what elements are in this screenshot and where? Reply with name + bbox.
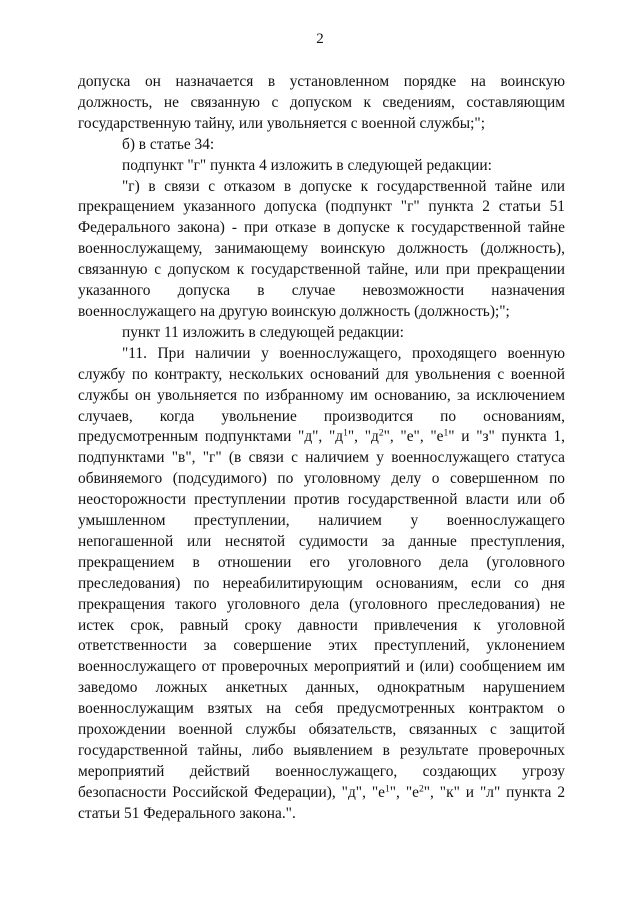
superscript: 1 bbox=[343, 427, 348, 439]
page-number: 2 bbox=[316, 31, 324, 47]
paragraph-continuation: допуска он назначается в установленном порядке на воинскую должность, не связанную с допуском к сведениям, составляющим государственную тайну, или увольняется с военной службы;"; bbox=[78, 73, 565, 132]
paragraph-g-text: "г) в связи с отказом в допуске к государственной тайне или прекращением указанного допуска (подпункт "г" пункта 2 статьи 51 Федерального закона) - при отказе в допуске к государственной тайне военнослужащему, занимающему воинскую должность (должность), связанную с допуском к государственной тайне, или при прекращении указанного допуска в случае невозможности назначения военнослужащего на другую воинскую должность (должность);"; bbox=[78, 177, 565, 320]
document-body bbox=[78, 72, 565, 825]
superscript: 1 bbox=[443, 427, 449, 439]
clause-11-segment-2: ", "д bbox=[347, 428, 379, 446]
clause-11-segment-5: ", "е bbox=[389, 783, 419, 801]
superscript: 2 bbox=[418, 783, 424, 795]
clause-11-segment-6: ", "к" и "л" пункта 2 статьи 51 Федерального закона.". bbox=[78, 783, 566, 822]
paragraph-clause-11-text bbox=[78, 344, 565, 825]
paragraph-clause-11-intro: пункт 11 изложить в следующей редакции: bbox=[122, 323, 404, 341]
clause-11-segment-4: " и "з" пункта 1, подпунктами "в", "г" (в связи с наличием у военнослужащего статуса обвиняемого (подсудимого) по уголовному делу о совершенном по неосторожности преступлении против государственной власти или об умышленном преступлении, наличием у военнослужащего непогашенной или неснятой судимости за данные преступления, прекращением в отношении его уголовного дела (уголовного преследования) по нереабилитирующим основаниям, если со дня прекращения такого уголовного дела (уголовного преследования) не истек срок, равный сроку давности привлечения к уголовной ответственности за совершение этих преступлений, уклонением военнослужащего от проверочных мероприятий и (или) сообщением им заведомо ложных анкетных данных, однократным нарушением военнослужащим взятых на себя предусмотренных контрактом о прохождении военной службы обязательств, связанных с защитой государственной тайны, либо выявлением в результате проверочных мероприятий действий военнослужащего, создающих угрозу безопасности Российской Федерации), "д", "е bbox=[78, 428, 565, 801]
paragraph-subclause-g: подпункт "г" пункта 4 изложить в следующей редакции: bbox=[122, 156, 492, 174]
clause-11-segment-1: "11. При наличии у военнослужащего, проходящего военную службу по контракту, нескольких оснований для увольнения с военной службы он увольняется по избранному им основанию, за исключением случаев, когда увольнение производится по основаниям, предусмотренным подпунктами "д", "д bbox=[78, 344, 565, 446]
superscript: 1 bbox=[385, 783, 390, 795]
paragraph-b-article-34: б) в статье 34: bbox=[122, 135, 215, 153]
superscript: 2 bbox=[378, 427, 384, 439]
clause-11-segment-3: ", "е", "е bbox=[383, 428, 444, 446]
